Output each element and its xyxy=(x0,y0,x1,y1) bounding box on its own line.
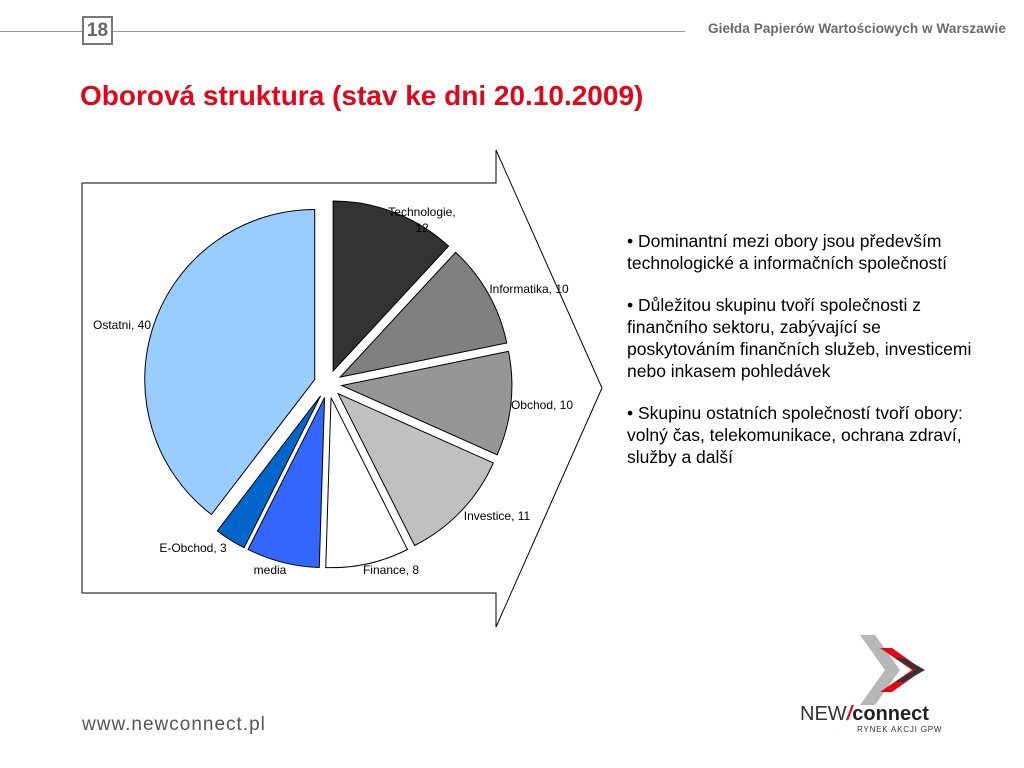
organization-name: Giełda Papierów Wartościowych w Warszawie xyxy=(708,21,1006,36)
pie-label-e-obchod-3: E-Obchod, 3 xyxy=(159,541,227,555)
pie-label-finance-8: Finance, 8 xyxy=(362,563,420,577)
logo-slash: / xyxy=(846,703,853,725)
pie-label-technologie-12: Technologie, 12 xyxy=(388,205,456,235)
page-title: Oborová struktura (stav ke dni 20.10.2009) xyxy=(80,80,644,111)
bullet-item: • Dominantní mezi obory jsou především technologické a informačních společností xyxy=(627,231,948,273)
pie-label-ostatni-40: Ostatni, 40 xyxy=(92,318,152,332)
bullet-item: • Důležitou skupinu tvoří společnosti z finančního sektoru, zabývající se poskytováním finančních služeb, investicemi nebo inkasem pohledávek xyxy=(627,295,972,381)
logo-subtitle: RYNEK AKCJI GPW xyxy=(857,725,943,734)
bullet-item: • Skupinu ostatních společností tvoří obory: volný čas, telekomunikace, ochrana zdraví, služby a další xyxy=(627,403,963,467)
logo-connect: connect xyxy=(852,703,929,725)
pie-label-obchod-10: Obchod, 10 xyxy=(510,398,574,412)
logo-new: NEW xyxy=(800,703,847,725)
pie-label-informatika-10: Informatika, 10 xyxy=(489,282,569,296)
bullet-list xyxy=(627,230,972,488)
pie-label-investice-11: Investice, 11 xyxy=(463,509,531,523)
slide-number: 18 xyxy=(82,16,113,45)
pie-label-media: media xyxy=(253,563,287,577)
footer-url[interactable]: www.newconnect.pl xyxy=(82,714,266,735)
logo-wordmark xyxy=(800,703,929,726)
